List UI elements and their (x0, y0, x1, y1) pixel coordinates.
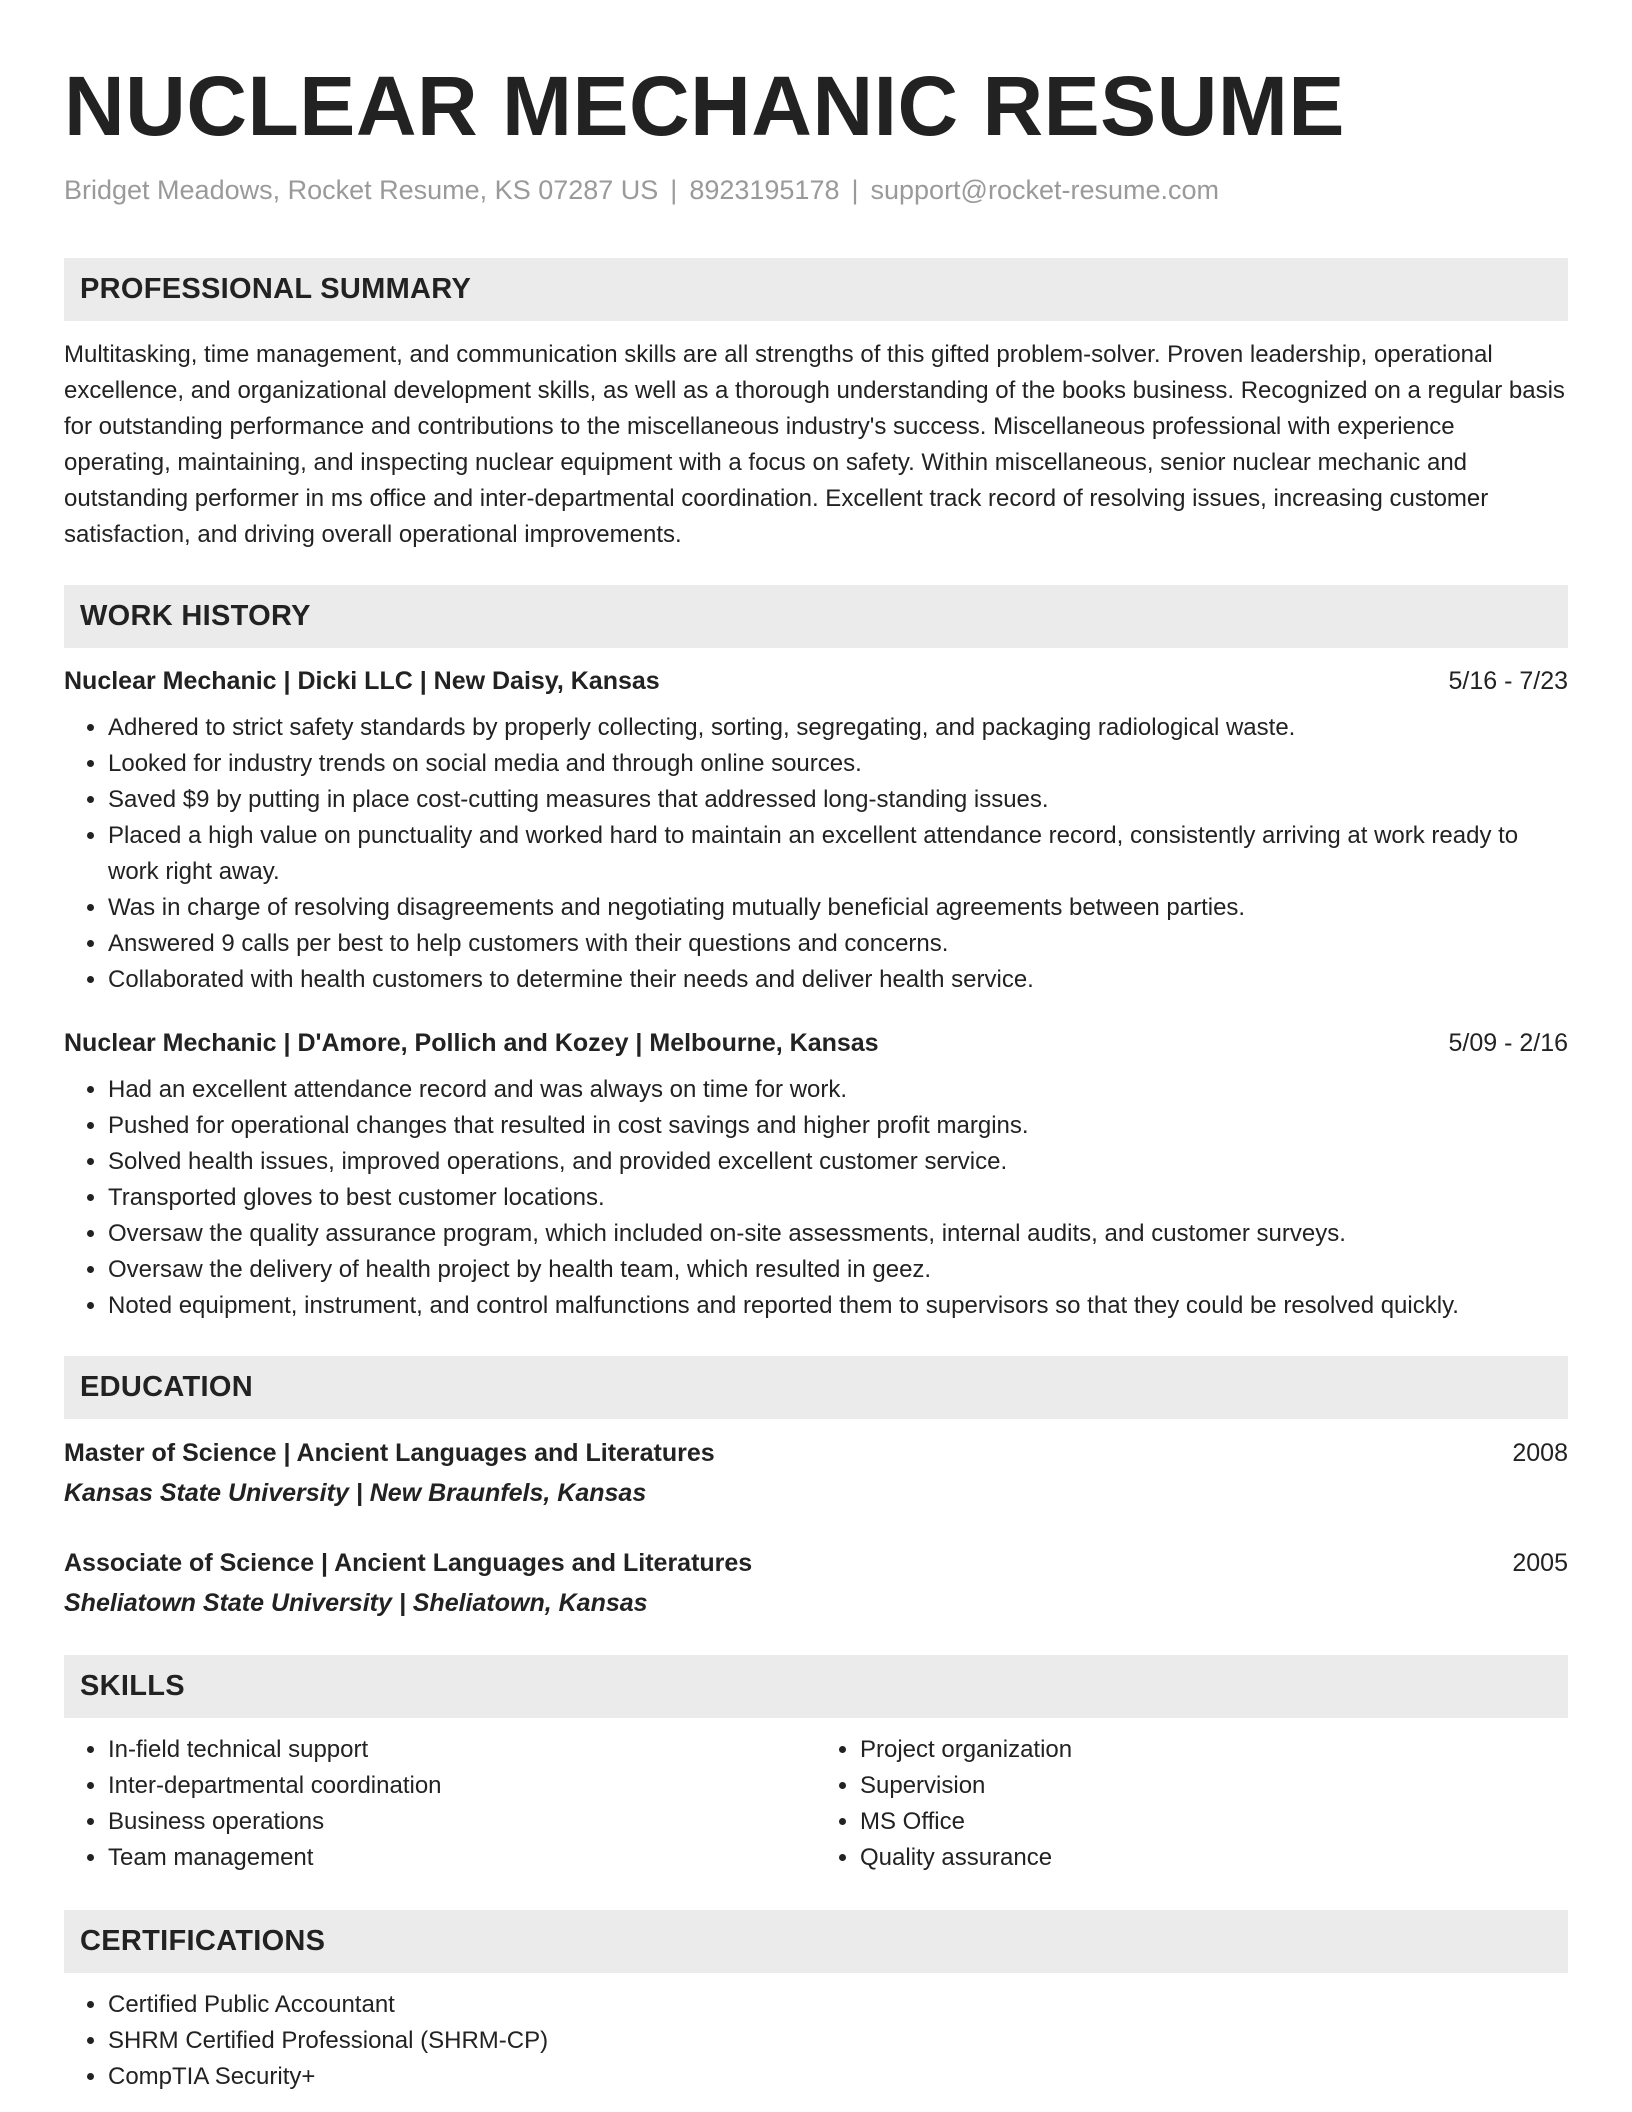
list-item: • Oversaw the delivery of health project by health team, which resulted in geez. (108, 1252, 1568, 1288)
list-item: • Transported gloves to best customer locations. (108, 1180, 1568, 1216)
contact-phone: 8923195178 (689, 175, 840, 205)
list-item: • Collaborated with health customers to determine their needs and deliver health service. (108, 962, 1568, 998)
job-dates: 5/16 - 7/23 (1448, 667, 1568, 695)
degree: Associate of Science | Ancient Languages and Literatures (64, 1549, 753, 1577)
list-item: • Placed a high value on punctuality and worked hard to maintain an excellent attendance record, consistently arriving at work ready to work right away. (108, 818, 1568, 890)
school: Kansas State University | New Braunfels, Kansas (64, 1479, 647, 1507)
section-heading-work-history: WORK HISTORY (64, 585, 1568, 648)
skill-item: • In-field technical support (108, 1732, 816, 1768)
certifications-list (64, 1987, 1568, 2095)
job-header (64, 664, 1568, 698)
skills-column-left (64, 1732, 816, 1876)
certification-item: • Certified Public Accountant (108, 1987, 1568, 2023)
job-bullet-list (64, 1072, 1568, 1324)
contact-line (64, 174, 1568, 206)
list-item: • Adhered to strict safety standards by properly collecting, sorting, segregating, and packaging radiological waste. (108, 710, 1568, 746)
list-item: • Answered 9 calls per best to help customers with their questions and concerns. (108, 926, 1568, 962)
contact-separator: | (851, 175, 859, 205)
skill-item: • Team management (108, 1840, 816, 1876)
page-title: NUCLEAR MECHANIC RESUME (64, 59, 1345, 153)
job-header (64, 1026, 1568, 1060)
graduation-year: 2008 (1512, 1439, 1568, 1467)
contact-address: Bridget Meadows, Rocket Resume, KS 07287 US (64, 175, 659, 205)
list-item: • Was in charge of resolving disagreements and negotiating mutually beneficial agreements between parties. (108, 890, 1568, 926)
education-entry (64, 1435, 1568, 1511)
list-item: • Had an excellent attendance record and was always on time for work. (108, 1072, 1568, 1108)
skill-item: • Quality assurance (860, 1840, 1568, 1876)
education-entry (64, 1545, 1568, 1621)
list-item: • Noted equipment, instrument, and control malfunctions and reported them to supervisors so that they could be resolved quickly. (108, 1288, 1568, 1324)
summary-text: Multitasking, time management, and communication skills are all strengths of this gifted problem-solver. Proven leadership, operational excellence, and organizational development skills, as well as a thorough understanding of the books business. Recognized on a regular basis for outstanding performance and contributions to the miscellaneous industry's success. Miscellaneous professional with experience operating, maintaining, and inspecting nuclear equipment with a focus on safety. Within miscellaneous, senior nuclear mechanic and outstanding performer in ms office and inter-departmental coordination. Excellent track record of resolving issues, increasing customer satisfaction, and driving overall operational improvements. (64, 341, 1565, 548)
skill-item: • Business operations (108, 1804, 816, 1840)
skill-item: • Inter-departmental coordination (108, 1768, 816, 1804)
contact-email: support@rocket-resume.com (870, 175, 1220, 205)
skill-item: • Project organization (860, 1732, 1568, 1768)
skills-column-right (816, 1732, 1568, 1876)
job-title: Nuclear Mechanic | D'Amore, Pollich and Kozey | Melbourne, Kansas (64, 1029, 879, 1057)
contact-separator: | (670, 175, 678, 205)
skill-item: • Supervision (860, 1768, 1568, 1804)
skills-grid (64, 1732, 1568, 1876)
job-bullet-list (64, 710, 1568, 998)
section-heading-certifications: CERTIFICATIONS (64, 1910, 1568, 1973)
graduation-year: 2005 (1512, 1549, 1568, 1577)
section-heading-summary: PROFESSIONAL SUMMARY (64, 258, 1568, 321)
school: Sheliatown State University | Sheliatown, Kansas (64, 1589, 648, 1617)
section-heading-education: EDUCATION (64, 1356, 1568, 1419)
skill-item: • MS Office (860, 1804, 1568, 1840)
list-item: • Saved $9 by putting in place cost-cutting measures that addressed long-standing issues. (108, 782, 1568, 818)
job-dates: 5/09 - 2/16 (1448, 1029, 1568, 1057)
certification-item: • SHRM Certified Professional (SHRM-CP) (108, 2023, 1568, 2059)
list-item: • Looked for industry trends on social media and through online sources. (108, 746, 1568, 782)
list-item: • Pushed for operational changes that resulted in cost savings and higher profit margins. (108, 1108, 1568, 1144)
list-item: • Solved health issues, improved operations, and provided excellent customer service. (108, 1144, 1568, 1180)
list-item: • Oversaw the quality assurance program, which included on-site assessments, internal audits, and customer surveys. (108, 1216, 1568, 1252)
certification-item: • CompTIA Security+ (108, 2059, 1568, 2095)
section-heading-skills: SKILLS (64, 1655, 1568, 1718)
job-title: Nuclear Mechanic | Dicki LLC | New Daisy, Kansas (64, 667, 660, 695)
degree: Master of Science | Ancient Languages and Literatures (64, 1439, 715, 1467)
